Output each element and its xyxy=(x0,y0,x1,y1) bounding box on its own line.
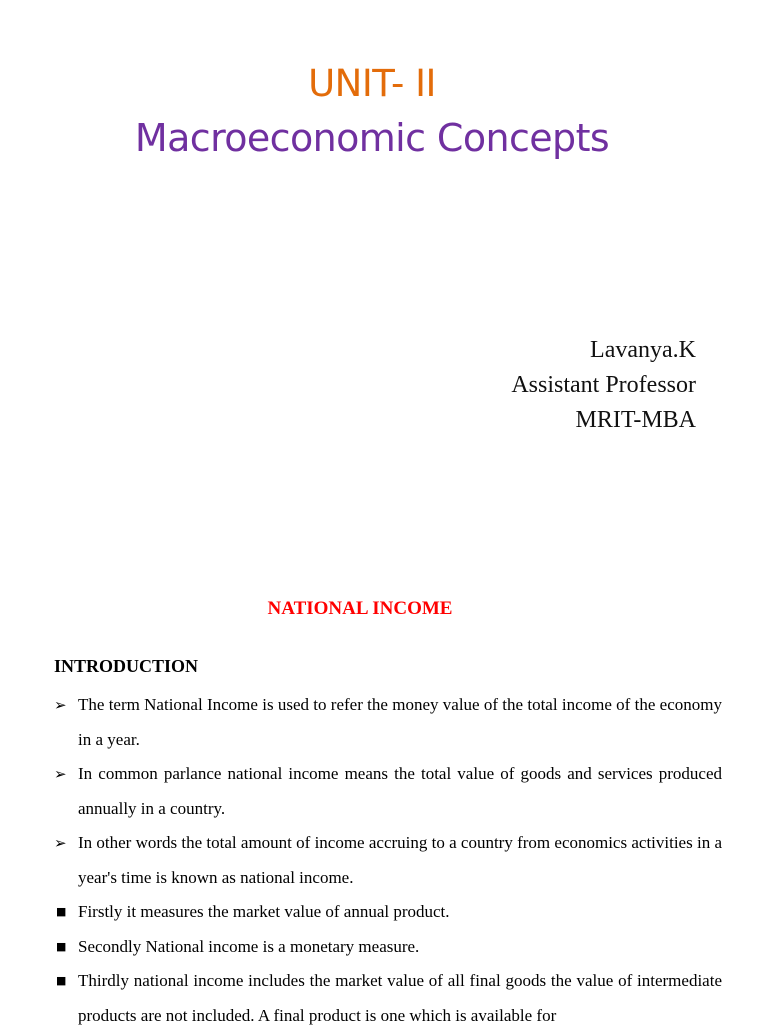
square-bullet-icon: ■ xyxy=(56,939,67,953)
list-item xyxy=(54,757,722,826)
list-item xyxy=(54,964,722,1033)
square-bullet-icon: ■ xyxy=(56,974,67,987)
list-item-text: In common parlance national income means the total value of goods and services produced annually in a country. xyxy=(78,764,722,818)
author-name: Lavanya.K xyxy=(590,337,696,363)
presentation-title: Macroeconomic Concepts xyxy=(134,116,610,160)
arrow-bullet-icon: ➢ xyxy=(54,834,67,852)
list-item xyxy=(54,826,722,895)
list-item-text: Thirdly national income includes the market value of all final goods the value of intermediate products are not included. A final product is one which is available for xyxy=(78,971,722,1025)
bullet-list xyxy=(54,688,722,1033)
list-item xyxy=(54,930,722,965)
list-item-text: Secondly National income is a monetary measure. xyxy=(78,936,420,956)
section-heading: NATIONAL INCOME xyxy=(267,598,453,619)
list-item-text: In other words the total amount of income accruing to a country from economics activities in a year's time is known as national income. xyxy=(78,833,722,887)
author-institution: MRIT-MBA xyxy=(575,407,696,433)
list-item-text: The term National Income is used to refer the money value of the total income of the economy in a year. xyxy=(78,695,722,749)
list-item-text: Firstly it measures the market value of annual product. xyxy=(78,902,450,921)
sub-heading: INTRODUCTION xyxy=(54,656,199,676)
unit-title: UNIT- II xyxy=(308,62,436,105)
author-position: Assistant Professor xyxy=(511,372,696,398)
square-bullet-icon: ■ xyxy=(56,905,67,918)
author-block xyxy=(511,333,696,438)
arrow-bullet-icon: ➢ xyxy=(54,696,67,714)
list-item xyxy=(54,688,722,757)
arrow-bullet-icon: ➢ xyxy=(54,765,67,783)
list-item xyxy=(54,895,722,930)
